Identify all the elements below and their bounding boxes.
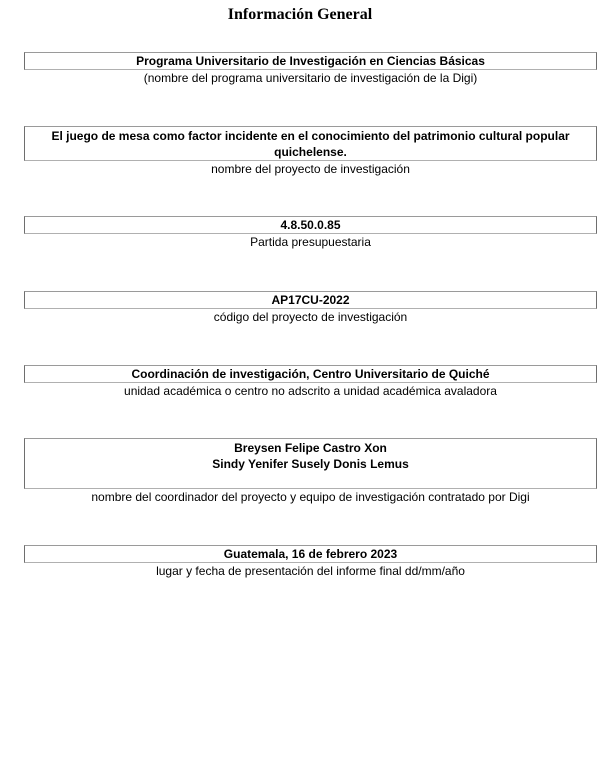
project-name-caption: nombre del proyecto de investigación <box>211 162 410 176</box>
place-date-caption: lugar y fecha de presentación del informe final dd/mm/año <box>156 564 465 578</box>
budget-line-field <box>24 216 597 234</box>
program-name-value: Programa Universitario de Investigación en Ciencias Básicas <box>136 54 485 68</box>
research-team-field <box>24 438 597 489</box>
project-code-field <box>24 291 597 309</box>
project-name-line-2: quichelense. <box>274 145 347 159</box>
team-member-1: Breysen Felipe Castro Xon <box>234 441 387 455</box>
program-name-caption: (nombre del programa universitario de investigación de la Digi) <box>143 71 478 85</box>
project-name-line-1: El juego de mesa como factor incidente en el conocimiento del patrimonio cultural popular <box>51 129 570 143</box>
budget-line-caption: Partida presupuestaria <box>250 235 371 249</box>
budget-line-value: 4.8.50.0.85 <box>280 218 341 232</box>
place-date-field <box>24 545 597 563</box>
team-member-2: Sindy Yenifer Susely Donis Lemus <box>212 457 409 471</box>
project-name-field <box>24 126 597 161</box>
place-date-value: Guatemala, 16 de febrero 2023 <box>223 547 398 561</box>
academic-unit-caption: unidad académica o centro no adscrito a unidad académica avaladora <box>124 384 497 398</box>
page-title: Información General <box>227 6 373 23</box>
project-code-caption: código del proyecto de investigación <box>213 310 408 324</box>
program-name-field <box>24 52 597 70</box>
academic-unit-field <box>24 365 597 383</box>
academic-unit-value: Coordinación de investigación, Centro Universitario de Quiché <box>131 367 490 381</box>
project-code-value: AP17CU-2022 <box>271 293 350 307</box>
research-team-caption: nombre del coordinador del proyecto y equipo de investigación contratado por Digi <box>91 490 530 504</box>
